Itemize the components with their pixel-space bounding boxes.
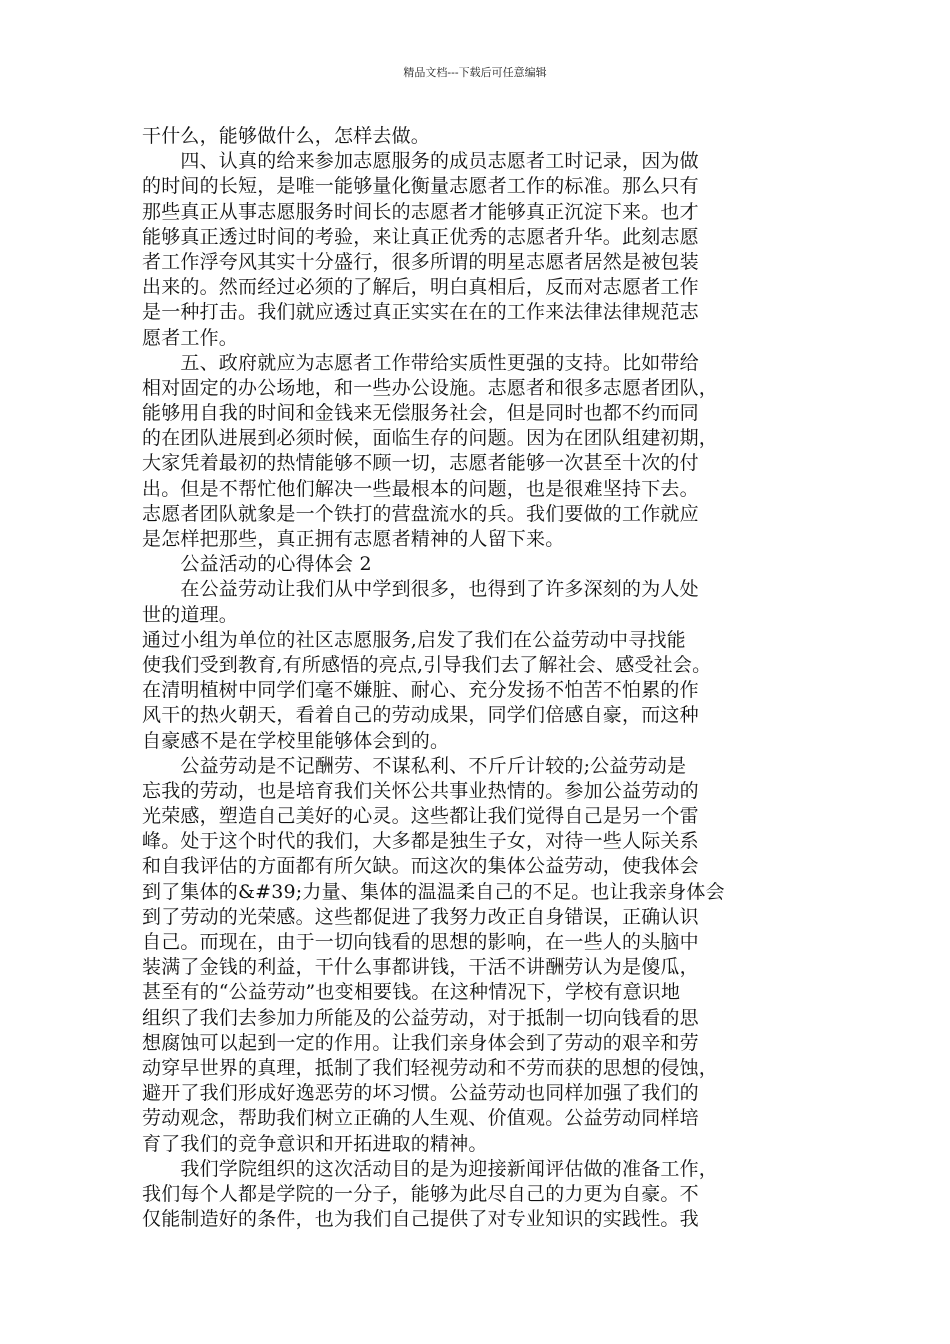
text-line: 者工作浮夸风其实十分盛行，很多所谓的明星志愿者居然是被包装 <box>142 250 699 273</box>
document-body <box>142 124 818 1232</box>
text-line: 世的道理。 <box>142 603 239 626</box>
text-line: 光荣感，塑造自己美好的心灵。这些都让我们觉得自己是另一个雷 <box>142 805 699 828</box>
text-line: 出。但是不帮忙他们解决一些最根本的问题，也是很难坚持下去。 <box>142 477 699 500</box>
text-line: 愿者工作。 <box>142 326 239 349</box>
text-line: 通过小组为单位的社区志愿服务,启发了我们在公益劳动中寻找能 <box>142 628 686 651</box>
section-heading: 公益活动的心得体会 2 <box>142 553 372 576</box>
text-line: 和自我评估的方面都有所欠缺。而这次的集体公益劳动，使我体会 <box>142 855 699 878</box>
text-line: 我们学院组织的这次活动目的是为迎接新闻评估做的准备工作， <box>142 1157 719 1180</box>
text-line: 使我们受到教育,有所感悟的亮点,引导我们去了解社会、感受社会。 <box>142 653 712 676</box>
text-line: 四、认真的给来参加志愿服务的成员志愿者工时记录，因为做 <box>142 150 699 173</box>
text-line: 干什么，能够做什么，怎样去做。 <box>142 125 431 147</box>
text-line: 五、政府就应为志愿者工作带给实质性更强的支持。比如带给 <box>142 351 699 374</box>
text-line: 组织了我们去参加力所能及的公益劳动，对于抵制一切向钱看的思 <box>142 1006 699 1029</box>
text-line: 我们每个人都是学院的一分子，能够为此尽自己的力更为自豪。不 <box>142 1182 699 1205</box>
text-line: 育了我们的竞争意识和开拓进取的精神。 <box>142 1132 488 1155</box>
page-header: 精品文档---下载后可任意编辑 <box>403 66 547 79</box>
text-line: 自豪感不是在学校里能够体会到的。 <box>142 729 450 752</box>
text-line: 在清明植树中同学们毫不嫌脏、耐心、充分发扬不怕苦不怕累的作 <box>142 679 699 702</box>
text-line: 甚至有的“公益劳动”也变相要钱。在这种情况下，学校有意识地 <box>142 981 681 1004</box>
text-line: 避开了我们形成好逸恶劳的坏习惯。公益劳动也同样加强了我们的 <box>142 1082 699 1105</box>
text-line: 峰。处于这个时代的我们，大多都是独生子女，对待一些人际关系 <box>142 830 699 853</box>
text-line: 是怎样把那些，真正拥有志愿者精神的人留下来。 <box>142 528 565 550</box>
text-line: 在公益劳动让我们从中学到很多，也得到了许多深刻的为人处 <box>142 578 699 601</box>
text-line: 能够用自我的时间和金钱来无偿服务社会，但是同时也都不约而同 <box>142 402 699 425</box>
text-line: 大家凭着最初的热情能够不顾一切，志愿者能够一次甚至十次的付 <box>142 452 699 475</box>
text-line: 仅能制造好的条件，也为我们自己提供了对专业知识的实践性。我 <box>142 1208 699 1231</box>
text-line: 相对固定的办公场地，和一些办公设施。志愿者和很多志愿者团队， <box>142 376 719 399</box>
text-line: 想腐蚀可以起到一定的作用。让我们亲身体会到了劳动的艰辛和劳 <box>142 1031 699 1054</box>
text-line: 的在团队进展到必须时候，面临生存的问题。因为在团队组建初期， <box>142 427 719 450</box>
text-line: 那些真正从事志愿服务时间长的志愿者才能够真正沉淀下来。也才 <box>142 200 699 223</box>
text-line: 到了劳动的光荣感。这些都促进了我努力改正自身错误，正确认识 <box>142 905 699 928</box>
text-line: 到了集体的&#39;力量、集体的温温柔自己的不足。也让我亲身体会 <box>142 880 725 903</box>
text-line: 的时间的长短，是唯一能够量化衡量志愿者工作的标准。那么只有 <box>142 175 699 198</box>
text-line: 风干的热火朝天，看着自己的劳动成果，同学们倍感自豪，而这种 <box>142 704 699 727</box>
text-line: 自己。而现在，由于一切向钱看的思想的影响，在一些人的头脑中 <box>142 931 699 953</box>
text-line: 动穿早世界的真理，抵制了我们轻视劳动和不劳而获的思想的侵蚀， <box>142 1056 719 1079</box>
text-line: 出来的。然而经过必须的了解后，明白真相后，反而对志愿者工作 <box>142 276 699 299</box>
text-line: 装满了金钱的利益，干什么事都讲钱，干活不讲酬劳认为是傻瓜， <box>142 956 699 979</box>
text-line: 能够真正透过时间的考验，来让真正优秀的志愿者升华。此刻志愿 <box>142 225 699 248</box>
text-line: 是一种打击。我们就应透过真正实实在在的工作来法律法律规范志 <box>142 301 699 324</box>
text-line: 劳动观念，帮助我们树立正确的人生观、价值观。公益劳动同样培 <box>142 1107 699 1130</box>
text-line: 忘我的劳动，也是培育我们关怀公共事业热情的。参加公益劳动的 <box>142 779 699 802</box>
text-line: 公益劳动是不记酬劳、不谋私利、不斤斤计较的;公益劳动是 <box>142 754 687 777</box>
text-line: 志愿者团队就象是一个铁打的营盘流水的兵。我们要做的工作就应 <box>142 502 699 525</box>
